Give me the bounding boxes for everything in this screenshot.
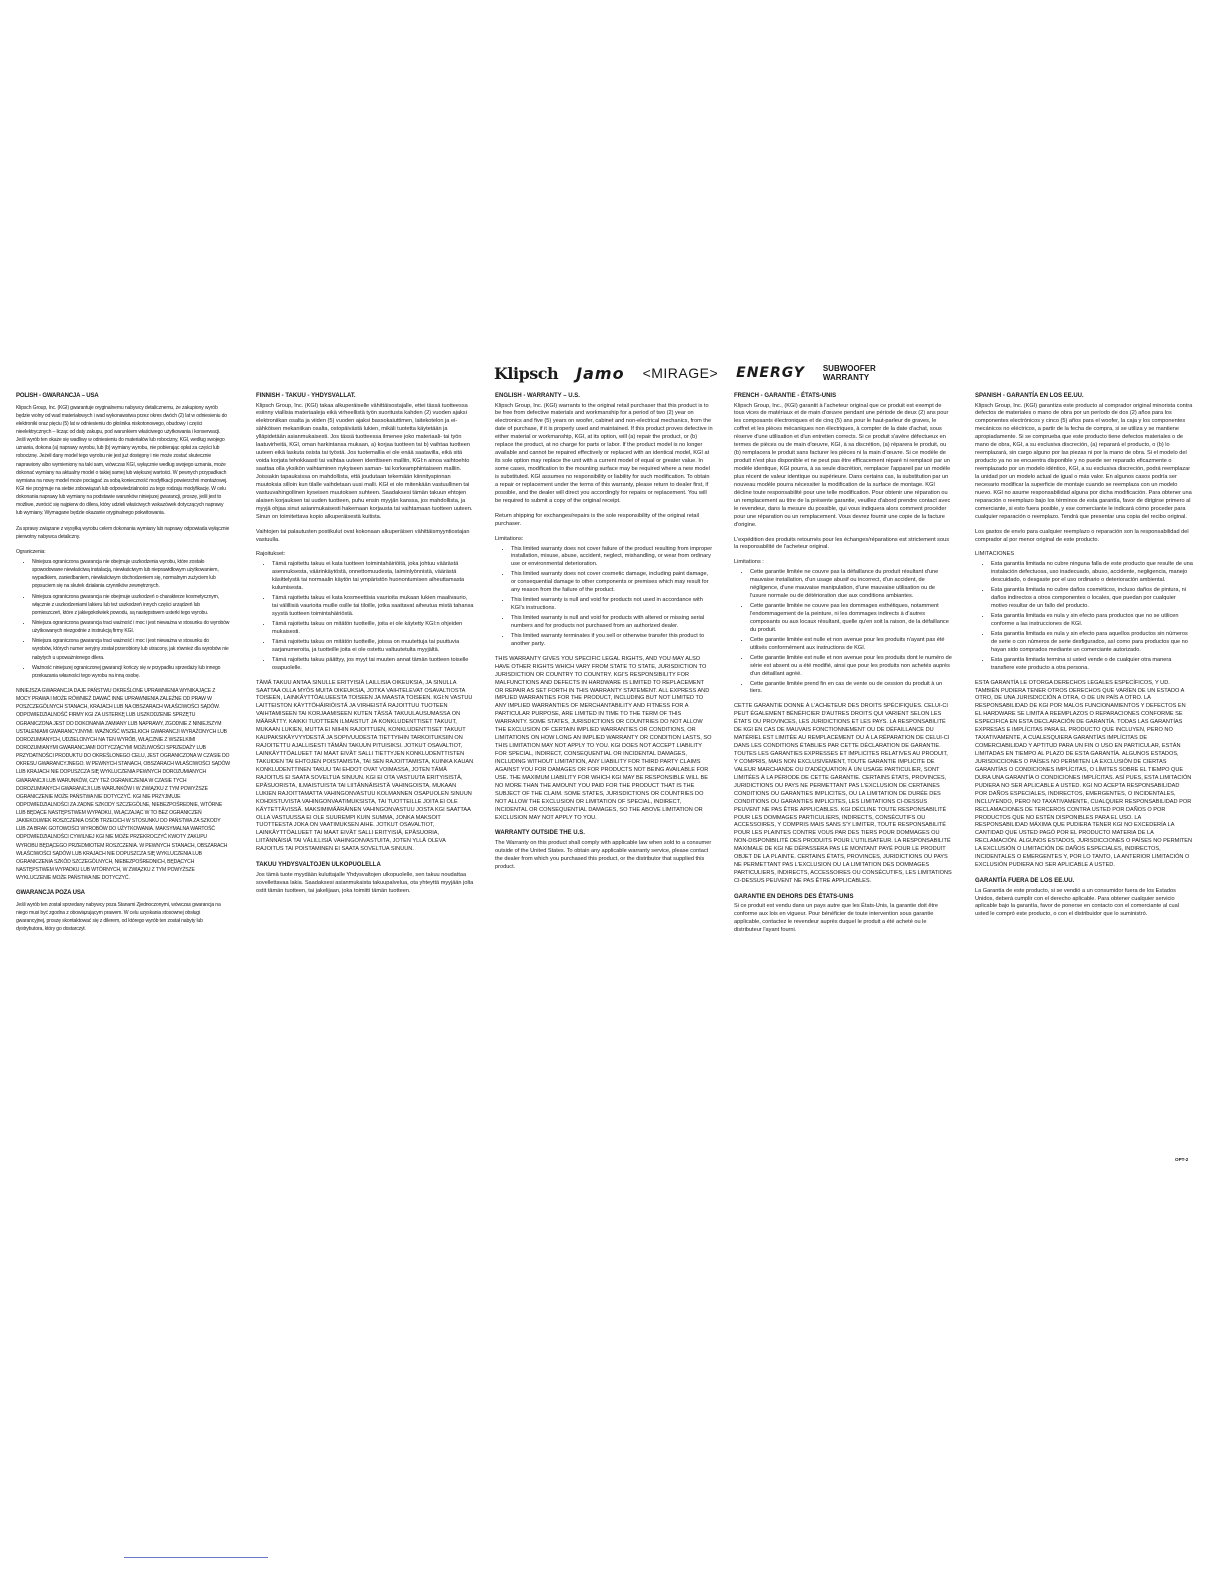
english-warranty-text: Klipsch Group, Inc. (KGI) warrants to the original retail purchaser that this product is to be free from defective materials and workmanship for a period of two (2) year on electronics and five (5) years on woofer, cabinet and non-electrical mechanics, from the date of purchase, if it is properly used and maintained. If this product proves defective in either material or workmanship, KGI, at its option, will (a) repair the product, or (b) replace the product, at no charge for parts or labor. If the product model is no longer available and cannot be repaired effectively or replaced with an identical model, KGI at its sole option may replace the unit with a current model of equal or greater value. In some cases, modification to the mounting surface may be required where a new model is substituted. KGI assumes no responsibility or liability for such modification. To obtain a repair or replacement under the terms of this warranty, please return to dealer first, if possible, and the dealer will direct you accordingly for repairs or replacement. You will be required to submit a copy of the original receipt. (495, 402, 713, 504)
divider (124, 1557, 268, 1558)
list-item: • Tämä rajoitettu takuu päättyy, jos myyt tai muuten annat tämän tuotteen toiselle osapuolelle. (272, 657, 474, 673)
polish-heading: POLISH - GWARANCJA – USA (16, 393, 99, 399)
english-heading: ENGLISH - WARRANTY – U.S. (495, 393, 580, 399)
english-subheading: WARRANTY OUTSIDE THE U.S. (495, 830, 585, 837)
french-limits-label: Limitations : (734, 559, 764, 566)
finnish-limits-label: Rajoitukset: (256, 551, 286, 558)
polish-outside-text: Jeśli wyrób ten został sprzedany nabywcy poza Stanami Zjednoczonymi, wówczas gwarancja na niego musi być zgodna z obowiązującym prawem. W celu uzyskania stosownej obsługi gwarancyjnej, proszę skontaktować się z dilerem, od którego wyrób ten został nabyty lub dystrybutora, który go dostarczył. (16, 901, 221, 933)
jamo-logo: Jamo (576, 363, 625, 383)
spanish-limits-list (975, 561, 1193, 672)
list-item: • Esta garantía limitada es nula y sin efecto para aquellos productos sin números de serie o con números de serie desfigurados, así como para productos que no hayan sido comprados mediante un comerciante autorizado. (991, 631, 1193, 655)
english-outside-text: The Warranty on this product shall comply with applicable law when sold to a consumer outside of the United States. To obtain any applicable warranty service, please contact the dealer from which you purchased this product, or the distributor that supplied this product. (495, 839, 712, 870)
polish-limits-label: Ograniczenia: (16, 548, 46, 555)
list-item: • Niniejsza ograniczona gwarancja traci ważność i moc i jest nieważna w stosunku do wyrobów użytkowanych niezgodnie z instrukcją firmy KGI. (32, 619, 230, 635)
finnish-heading: FINNISH - TAKUU - YHDYSVALLAT. (256, 393, 356, 399)
spanish-column (975, 392, 1193, 926)
english-column (495, 392, 713, 879)
list-item: • Tämä rajoitettu takuu ei kata kosmeettisia vaurioita mukaan lukien maalivaurio, tai välillisiä vaurioita muille osille tai tiloille, jotka saattavat aiheutua mistä tahansa syystä tuotteen toimintahäiriöstä. (272, 595, 474, 619)
english-shipping-text: Return shipping for exchanges/repairs is the sole responsibility of the original retail purchaser. (495, 512, 699, 527)
polish-column (16, 392, 230, 940)
list-item: • Esta garantía limitada termina si usted vende o de cualquier otra manera transfiere este producto a otra persona. (991, 657, 1193, 673)
french-outside-text: Si ce produit est vendu dans un pays autre que les États-Unis, la garantie doit être conforme aux lois en vigueur. Pour bénéficier de toute intervention sous garantie applicable, contactez le revendeur auprès duquel le produit a été acheté ou le distributeur l'ayant fourni. (734, 903, 938, 934)
finnish-column (256, 392, 474, 903)
list-item: • Niniejsza ograniczona gwarancja nie obejmuje uszkodzenia wyrobu, które zostało spowodowane niewłaściwą instalacją, niewłaściwym lub nieprawidłowym użytkowaniem, wypadkiem, zaniedbaniem, niewłaściwym obchodzeniem się, normalnym zużyciem lub popsuciem się na skutek działania czynników zewnętrznych. (32, 558, 230, 591)
finnish-subheading: TAKUU YHDYSVALTOJEN ULKOPUOLELLA (256, 862, 381, 869)
list-item: • This limited warranty is null and void for products not used in accordance with KGI's instructions. (511, 597, 713, 613)
french-limits-list (734, 569, 952, 696)
french-column (734, 392, 952, 942)
document-title: SUBWOOFER WARRANTY (822, 364, 876, 382)
list-item: • Niniejsza ograniczona gwarancja traci ważność i moc i jest nieważna w stosunku do wyrobów, których numer seryjny został przerobiony lub utracony, jak również dla wyrobów nie nabytych u upoważnionego dilera. (32, 637, 230, 661)
list-item: • This limited warranty does not cover cosmetic damage, including paint damage, or consequential damage to other components or premises which may result for any reason from the failure of the product. (511, 571, 713, 595)
english-limits-label: Limitations: (495, 535, 524, 542)
energy-logo: ENERGY (736, 365, 805, 381)
list-item: • Tämä rajoitettu takuu ei kata tuotteen toimintahäiriöitä, joka johtuu väärästä asennuksesta, väärinkäytöstä, onnettomuudesta, laiminlyönnistä, väärästä käsittelystä tai normaalin käytön tai ympäristön huonontumisen aiheuttamasta kulumisesta. (272, 561, 474, 593)
mirage-logo: <MIRAGE> (642, 365, 719, 381)
list-item: • Ważność niniejszej ograniczonej gwarancji kończy się w przypadku sprzedaży lub innego przekazania własności tego wyrobu na inną osobę. (32, 664, 230, 680)
finnish-limits-list (256, 561, 474, 672)
french-subheading: GARANTIE EN DEHORS DES ÉTATS-UNIS (734, 893, 854, 900)
french-legal-text: CETTE GARANTIE DONNE À L'ACHETEUR DES DROITS SPÉCIFIQUES. CELUI-CI PEUT ÉGALEMENT BÉNÉFICIER D'AUTRES DROITS QUI VARIENT SELON LES ÉTATS OU PROVINCES, LES JURIDICTIONS ET LES PAYS. LA RESPONSABILITÉ DE KGI EN CAS DE MAUVAIS FONCTIONNEMENT OU DE DÉFAILLANCE DU MATÉRIEL EST LIMITÉE AU REMPLACEMENT OU À LA RÉPARATION DE CELUI-CI DANS LES CONDITIONS ÉTABLIES PAR CETTE DÉCLARATION DE GARANTIE. TOUTES LES GARANTIES EXPRESSES ET IMPLICITES RELATIVES AU PRODUIT, Y COMPRIS, MAIS NON EXCLUSIVEMENT, TOUTE GARANTIE IMPLICITE DE VALEUR MARCHANDE OU D'ADÉQUATION À UN USAGE PARTICULIER, SONT LIMITÉES À LA PÉRIODE DE CETTE GARANTIE. CERTAINS ÉTATS, PROVINCES, JURIDICTIONS OU PAYS NE PERMETTANT PAS L'EXCLUSION DE CERTAINES CONDITIONS OU GARANTIES IMPLICITES, OU LA LIMITATION DE DURÉE DES CONDITIONS OU GARANTIES IMPLICITES, LES LIMITATIONS CI-DESSUS PEUVENT NE PAS ÊTRE APPLICABLES. KGI DÉCLINE TOUTE RESPONSABILITÉ POUR LES DOMMAGES PARTICULIERS, INDIRECTS, CONSÉCUTIFS OU ACCESSOIRES, Y COMPRIS MAIS SANS S'Y LIMITER, TOUTE RESPONSABILITÉ POUR LES PLAINTES CONTRE VOUS PAR DES TIERS POUR DOMMAGES OU NON-DISPONIBILITÉ DES PRODUITS POUR L'UTILISATEUR. LA RESPONSABILITÉ MAXIMALE DE KGI NE DÉPASSERA PAS LE MONTANT PAYÉ POUR LE PRODUIT OBJET DE LA PLAINTE. CERTAINS ÉTATS, PROVINCES, JURIDICTIONS OU PAYS NE PERMETTANT PAS L'EXCLUSION OU LA LIMITATION DES DOMMAGES PARTICULIERS, INDIRECTS, ACCESSOIRES OU CONSÉCUTIFS, LES LIMITATIONS CI-DESSUS PEUVENT NE PAS ÊTRE APPLICABLES. (734, 703, 952, 885)
finnish-outside-text: Jos tämä tuote myydään kuluttajalle Yhdysvaltojen ulkopuolelle, sen takuu noudattaa sovellettavaa lakia. Saadaksesi asianmukaista takuupalvelua, ota yhteyttä myyjään jolta ostit tämän tuotteen, tai jakelijaan, joka toimitti tämän tuotteen. (256, 871, 474, 894)
polish-limits-list (16, 558, 230, 680)
english-limits-list (495, 546, 713, 649)
polish-warranty-text: Klipsch Group, Inc. (KGI) gwarantuje oryginalnemu nabywcy detalicznemu, że zakupiony wyrób będzie wolny od wad materiałowych i wad wykonawstwa przez okres dwóch (2) lat w odniesieniu do elektroniki oraz pięciu (5) lat w odniesieniu do głośnika niskotonowego, obudowy i części nieelektrycznych – licząc od daty zakupu, pod warunkiem właściwego użytkowania i konserwacji. Jeśli wyrób ten okaże się wadliwy w odniesieniu do materiałów lub robocizny, KGI, według swojego uznania, dokona (a) naprawy wyrobu, lub (b) wymiany wyrobu, nie pobierając opłat za części lub robociznę. Jeżeli dany model tego wyrobu nie jest już dostępny i nie może zostać skutecznie naprawiony albo wymieniony na taki sam, wówczas KGI, wyłącznie według swojego uznania, może dokonać wymiany na aktualny model o takiej samej lub większej wartości. W pewnych przypadkach wymiana na nowy model może pociągać za sobą konieczność modyfikacji powierzchni montażowej. KGI nie przyjmuje na siebie zobowiązań lub odpowiedzialności za tego rodzaju modyfikację. W celu dokonania naprawy lub wymiany na podstawie warunków niniejszej gwarancji, proszę, jeśli jest to możliwe, zwrócić się najpierw do dilera, który udzieli właściwych wskazówek dotyczących naprawy lub wymiany. Wymagane będzie okazanie oryginalnego pokwitowania. (16, 404, 228, 517)
finnish-warranty-text: Klipsch Group, Inc. (KGI) takaa alkuperäiselle vähittäisostajalle, ettei tässä tuotteessa esiinny viallisia materiaaleja eikä virheellistä työn suoritusta kahden (2) vuoden ajaksi elektroniikan osalta ja viiden (5) vuoden ajaksi bassokaiuttimen, laitekotelon ja ei-sähköisen mekaniikan osalta, ostopäivästä lukien, mikäli tuotetta käytetään ja ylläpidetään asianmukaisesti. Jos tässä tuotteessa ilmenee joko materiaali- tai työn laatuvirheitä, KGI, oman harkintansa mukaan, a) korjaa tuotteen tai b) vaihtaa tuotteen uuteen eikä laskuta osista tai työstä. Jos tuotemallia ei ole enää saatavilla, eikä sitä voida korjata tehokkaasti tai vaihtaa uuteen identtiseen malliin, KGI:n ainoa vaihtoehto saattaa olla yksikön vaihtaminen nykyiseen saman- tai korkeamphintaiseen malliin. Joissakin tapauksissa on mahdollista, että joudutaan tekemään kiinnityspinnan muutoksia silloin kun tilalle vaihdetaan uusi malli. KGI ei ole mitenkään vastuullinen tai vastuuvahingollinen kyseisen muutoksen suhteen. Saadaksesi tämän takuun ehtojen alaisen korjauksen tai uuden tuotteen, puhu ensin myyjän kanssa, jos mahdollista, ja myyjä ohjaa sinut asianmukaisesti hakemaan korjausta tai vaihtamaan tuotteen uuteen. Sinun on toimitettava kopio alkuperäisestä kuitista. (256, 402, 473, 520)
finnish-legal-text: TÄMÄ TAKUU ANTAA SINULLE ERITYISIÄ LAILLISIA OIKEUKSIA, JA SINULLA SAATTAA OLLA MYÖS MUITA OIKEUKSIA, JOTKA VAIHTELEVAT OSAVALTIOSTA TOISEEN, LAINKÄYTTÖALUEESTA TOISEEN JA MAASTA TOISEEN. KGI:N VASTUU LAITTEISTON KÄYTTÖHÄIRIÖISTÄ JA VIRHEISTÄ RAJOITTUU TUOTEEN VAIHTAMISEEN TAI KORJAAMISEEN KUTEN TÄSSÄ TAKUULAUSUMASSA ON MÄÄRÄTTY. KAIKKI TUOTTEEN ILMAISTUT JA KONKLUDENTTISET TAKUUT, MUKAAN LUKIEN, MUTTA EI NIIHIN RAJOITTUEN, KONKLUDENTTISET TAKUUT KAUPAKSIKÄYVYYDESTÄ JA SOPIVUUDESTA TIETTYIHIN TARKOITUKSIIN ON RAJOITETTU AJALLISESTI TÄMÄN TAKUUN PITUISIKSI. JOTKUT OSAVALTIOT, LAINKÄYTTÖALUEET TAI MAAT EIVÄT SALLI TIETTYJEN KONKLUDENTTISTEN TAKUIDEN TAI EHTOJEN POISTAMISTA, TAI SEN RAJOITTAMISTA, KUINKA KAUAN KONKLUDENTTINEN TAKUU TAI EHDOT OVAT VOIMASSA, JOTEN TÄMÄ RAJOITUS EI SAATA SOVELTUA SINUUN. KGI EI OTA VASTUUTA ERITYISISTÄ, EPÄSUORISTA, ILMAISTUISTA TAI LIITÄNNÄISISTÄ VAHINGOISTA, MUKAAN LUKIEN RAJOITTAMATTA VAHINGONVASTUU KOLMANNEN OSAPUOLEN SINUUN KOHDISTUVISTA VAHINGONVAATIMUKSISTA, TAI TUOTTEILLE JOITA EI OLE KÄYTETTÄVISSÄ. MAKSIMIMÄÄRÄINEN VAHINGONVASTUU JOSTA KGI SAATTAA OLLA VASTUUSSA EI OLE SUUREMPI KUIN SUMMA, JONKA MAKSOIT TUOTTEESTA JOKA ON VAATIMUKSEN AIHE. JOTKUT OSAVALTIOT, LAINKÄYTTÖALUEET TAI MAAT EIVÄT SALLI ERITYISIÄ, EPÄSUORIA, LIITÄNNÄISIÄ TAI VÄLILLISIÄ VAHINGONVASTUITA, JOTEN YLLÄ OLEVA RAJOITUS TAI POISTAMINEN EI SAATA SOVELTUA SINUUN. (256, 679, 474, 853)
polish-legal-text: NINIEJSZA GWARANCJA DAJE PAŃSTWU OKREŚLONE UPRAWNIENIA WYNIKAJĄCE Z MOCY PRAWA I MOŻE RÓWNIEŻ DAWAĆ INNE UPRAWNIENIA ZALEŻNE OD PRAW W POSZCZEGÓLNYCH STANACH, KRAJACH LUB NA OBSZARACH WŁAŚCIWOŚCI SĄDÓW. ODPOWIEDZIALNOŚĆ FIRMY KGI ZA USTERKĘ LUB USZKODZENIE SPRZĘTU OGRANICZONA JEST DO DOKONANIA ZAMIANY LUB NAPRAWY, ZGODNIE Z NINIEJSZYM USTALENIAMI GWARANCYJNYMI. WAŻNOŚĆ WSZELKICH GWARANCJI WYRAŻONYCH LUB DOROZUMIANYCH, UDZIELONYCH NA TEN WYRÓB, WŁĄCZNIE Z WSZELKIMI DOROZUMIANYMI GWARANCJAMI DOTYCZĄCYMI MOŻLIWOŚCI SPRZEDAŻY LUB PRZYDATNOŚCI PRODUKTU DO OKREŚLONEGO CELU, JEST OGRANICZONA W CZASIE DO OKRESU GWARANCYJNEGO. W PEWNYCH STANACH, OBSZARACH WŁAŚCIWOŚCI SĄDÓW LUB KRAJACH NIE DOPUSZCZA SIĘ WYKLUCZENIA PEWNYCH DOROZUMIANYCH GWARANCJI LUB WARUNKÓW, CZY TEŻ OGRANICZENIA W CZASIE TYCH DOROZUMIANYCH GWARANCJI LUB WARUNKÓW I W ZWIĄZKU Z TYM POWYŻSZE OGRANICZENIE MOŻE PAŃSTWA NIE DOTYCZYĆ. KGI NIE PRZYJMUJE ODPOWIEDZIALNOŚCI ZA ZADNE SZKODY SZCZEGÓLNE, NIEBEZPOŚREDNIE, WTÓRNE LUB BĘDĄCE NASTĘPSTWEM WYPADKU, WŁĄCZAJĄC W TO BEZ OGRANICZEŃ JAKIEKOLWIEK ROSZCZENIA OSÓB TRZECICH W STOSUNKU DO PAŃSTWA ZA SZKODY LUB ZA BRAK GOTOWOŚCI WYROBÓW DO UŻYTKOWANIA. MAKSYMALNA WARTOŚĆ ODPOWIEDZIALNOŚCI CYWILNEJ KGI NIE MOŻE PRZEKROCZYĆ KWOTY ZAKUPU WYROBU BĘDĄCEGO PRZEDMIOTEM ROSZCZENIA. W PEWNYCH STANACH, OBSZARACH WŁAŚCIWOŚCI SĄDÓW LUB KRAJACH NIE DOPUSZCZA SIĘ WYKLUCZENIA LUB OGRANICZENIA SZKÓD SZCZEGÓLNYCH, NIEBEZPOŚREDNICH, BĘDĄCYCH NASTĘPSTWEM WYPADKU LUB WTÓRNYCH, W ZWIĄZKU Z TYM POWYŻSZE WYKLUCZENIE MOŻE PAŃSTWA NIE DOTYCZYĆ. (16, 687, 230, 882)
document-code: OPT-2 (1175, 1157, 1189, 1162)
spanish-legal-text: ESTA GARANTÍA LE OTORGA DERECHOS LEGALES ESPECÍFICOS, Y UD. TAMBIÉN PUDIERA TENER OTROS DERECHOS QUE VARÍEN DE UN ESTADO A OTRO, DE UNA JURISDICCIÓN A OTRA, O DE UN PAÍS A OTRO. LA RESPONSABILIDAD DE KGI POR MALOS FUNCIONAMIENTOS Y DEFECTOS EN EL HARDWARE SE LIMITA A REEMPLAZOS O REPARACIONES CONFORME SE ESPECIFICA EN ESTA DECLARACIÓN DE GARANTÍA. TODAS LAS GARANTÍAS EXPRESAS E IMPLÍCITAS PARA EL PRODUCTO QUE INCLUYEN, PERO NO TAXATIVAMENTE, A CUALESQUIERA GARANTÍAS IMPLÍCITAS DE COMERCIABILIDAD Y APTITUD PARA UN FIN O USO EN PARTICULAR, ESTÁN LIMITADAS EN TIEMPO AL PLAZO DE ESTA GARANTÍA. ALGUNOS ESTADOS, JURISDICCIONES O PAÍSES NO PERMITEN LA EXCLUSIÓN DE CIERTAS GARANTÍAS O CONDICIONES IMPLÍCITAS, O LÍMITES SOBRE EL TIEMPO QUE DURA UNA GARANTÍA O CONDICIONES IMPLÍCITAS. ASÍ PUES, ESTA LIMITACIÓN PUDIERA NO SER APLICABLE A USTED. KGI NO ACEPTA RESPONSABILIDAD POR DAÑOS ESPECIALES, INDIRECTOS, EMERGENTES, O INCIDENTALES, INCLUYENDO, PERO NO TAXATIVAMENTE, CUALQUIER RESPONSABILIDAD POR RECLAMACIONES DE TERCEROS CONTRA USTED POR DAÑOS O POR PRODUCTOS QUE NO ESTÉN DISPONIBLES PARA EL USO. LA RESPONSABILIDAD MÁXIMA QUE PUDIERA TENER KGI NO EXCEDERÍA LA CANTIDAD QUE USTED PAGÓ POR EL PRODUCTO MATERIA DE LA RECLAMACIÓN. ALGUNOS ESTADOS, JURISDICCIONES O PAÍSES NO PERMITEN LA EXCLUSIÓN O LIMITACIÓN DE DAÑOS ESPECIALES, INDIRECTOS, INCIDENTALES O EMERGENTES Y, POR LO TANTO, LA ANTERIOR LIMITACIÓN O EXCLUSIÓN PUDIERA NO SER APLICABLE A USTED. (975, 679, 1193, 869)
list-item: • This limited warranty does not cover failure of the product resulting from improper installation, misuse, abuse, accident, neglect, mishandling, or wear from ordinary use or environmental deterioration. (511, 546, 713, 570)
polish-shipping-text: Za sprawy związane z wysyłką wyrobu celem dokonania wymiany lub naprawy odpowiada wyłącznie pierwotny nabywca detaliczny. (16, 525, 230, 540)
list-item: • Niniejsza ograniczona gwarancja nie obejmuje uszkodzeń o charakterze kosmetycznym, włącznie z uszkodzeniami lakieru lub też uszkodzeń innych części urządzeń lub pomieszczeń, które z jakiegokolwiek powodu, są następstwem usterki tego wyrobu. (32, 593, 230, 617)
french-warranty-text: Klipsch Group, Inc., (KGI) garantit à l'acheteur original que ce produit est exempt de tous vices de matériaux et de main d'œuvre pendant une période de deux (2) ans pour les composants électroniques et de cinq (5) ans pour le haut-parleur de graves, le coffret et les pièces mécaniques non électriques, à compter de la date d'achat, sous réserve d'une utilisation et d'un entretien corrects. Si ce produit s'avère défectueux en termes de pièces ou de main d'œuvre, KGI, à sa discrétion, (a) réparera le produit, ou (b) remplacera le produit sans facturer les pièces ni la main d'œuvre. Si ce modèle de produit n'est plus disponible et ne peut pas être efficacement réparé ni remplacé par un modèle identique, KGI pourra, à sa seule discrétion, remplacer l'appareil par un modèle plus récent de valeur identique ou supérieure. Dans certains cas, la substitution par un nouveau modèle pourra nécessiter la modification de la surface de montage. KGI décline toute responsabilité pour une telle modification. Pour obtenir une réparation ou un remplacement au titre de la présente garantie, veuillez d'abord prendre contact avec le revendeur, dans la mesure du possible, qui vous indiquera alors comment procéder pour une réparation ou un remplacement. Vous devrez fournir une copie de la facture d'origine. (734, 402, 951, 528)
list-item: • This limited warranty terminates if you sell or otherwise transfer this product to another party. (511, 633, 713, 649)
list-item: • Esta garantía limitada no cubre ninguna falla de este producto que resulte de una instalación defectuosa, uso inadecuado, abuso, accidente, negligencia, manejo descuidado, o desgaste por el uso ordinario o deterioración ambiental. (991, 561, 1193, 585)
list-item: • Cette garantie limitée est nulle et non avenue pour les produits n'ayant pas été utilisés conformément aux instructions de KGI. (750, 637, 952, 653)
french-shipping-text: L'expédition des produits retournés pour les échanges/réparations est strictement sous la responsabilité de l'acheteur original. (734, 536, 949, 551)
list-item: • Cette garantie limitée ne couvre pas les dommages esthétiques, notamment l'endommagement de la peinture, ni les dommages indirects à d'autres composants ou aux locaux résultant, quelle qu'en soit la raison, de la défaillance du produit. (750, 603, 952, 635)
list-item: • Cette garantie limitée prend fin en cas de vente ou de cession du produit à un tiers. (750, 681, 952, 697)
list-item: • Cette garantie limitée ne couvre pas la défaillance du produit résultant d'une mauvaise installation, d'un usage abusif ou incorrect, d'un accident, de négligence, d'une mauvaise manipulation, d'une mauvaise utilisation ou de l'usure normale ou de détérioration due aux conditions ambiantes. (750, 569, 952, 601)
klipsch-logo: Klipsch (494, 363, 559, 383)
spanish-warranty-text: Klipsch Group, Inc. (KGI) garantiza este producto al comprador original minorista contra defectos de materiales o mano de obra por un período de dos (2) años para los componentes electrónicos y cinco (5) años para el woofer, la caja y los componentes mecánicos no eléctricos, a partir de la fecha de compra, si se utiliza y se mantiene apropiadamente. Si se comprueba que este producto tiene defectos materiales o de mano de obra, KGI, a su exclusiva discreción, (a) reparará el producto, o (b) lo reemplazará, sin cargo alguno por las piezas ni por la mano de obra. Si el modelo del producto ya no se encuentra disponible y no puede ser reparado eficazmente o reemplazado por un modelo idéntico, KGI, a su exclusiva discreción, podrá reemplazar la unidad por un modelo actual de igual o más valor. En algunos casos podría ser necesario modificar la superficie de montaje cuando se reemplaza con un modelo nuevo. KGI no asume responsabilidad alguna por dicha modificación. Para obtener una reparación o reemplazo bajo los términos de esta garantía, favor de dirigirse primero al comerciante, si esto fuera posible, y ese comerciante le indicará cómo proceder para cualquier reparación o reemplazo. Tendrá que presentar una copia del recibo original. (975, 402, 1193, 520)
polish-subheading: GWARANCJA POZA USA (16, 890, 85, 897)
spanish-subheading: GARANTÍA FUERA DE LOS EE.UU. (975, 878, 1075, 885)
spanish-limits-label: LIMITACIONES (975, 551, 1015, 558)
spanish-shipping-text: Los gastos de envío para cualquier reemplazo o reparación son la responsabilidad del comprador al por menor original de este producto. (975, 528, 1189, 543)
list-item: • Esta garantía limitada es nula y sin efecto para productos que no se utilicen conforme a las instrucciones de KGI. (991, 613, 1193, 629)
english-legal-text: THIS WARRANTY GIVES YOU SPECIFIC LEGAL RIGHTS, AND YOU MAY ALSO HAVE OTHER RIGHTS WHICH VARY FROM STATE TO STATE, JURISDICTION TO JURISDICTION OR COUNTRY TO COUNTRY. KGI'S RESPONSIBILITY FOR MALFUNCTIONS AND DEFECTS IN HARDWARE IS LIMITED TO REPLACEMENT OR REPAIR AS SET FORTH IN THIS WARRANTY STATEMENT. ALL EXPRESS AND IMPLIED WARRANTIES FOR THE PRODUCT, INCLUDING BUT NOT LIMITED TO ANY IMPLIED WARRANTIES OF MERCHANTABILITY AND FITNESS FOR A PARTICULAR PURPOSE, ARE LIMITED IN TIME TO THE TERM OF THIS WARRANTY. SOME STATES, JURISDICTIONS OR COUNTRIES DO NOT ALLOW THE EXCLUSION OF CERTAIN IMPLIED WARRANTIES OR CONDITIONS, OR LIMITATIONS ON HOW LONG AN IMPLIED WARRANTY OR CONDITION LASTS, SO THIS LIMITATION MAY NOT APPLY TO YOU. KGI DOES NOT ACCEPT LIABILITY FOR SPECIAL, INDIRECT, CONSEQUENTIAL OR INCIDENTAL DAMAGES, INCLUDING WITHOUT LIMITATION, ANY LIABILITY FOR THIRD PARTY CLAIMS AGAINST YOU FOR DAMAGES OR FOR PRODUCTS NOT BEING AVAILABLE FOR USE. THE MAXIMUM LIABILITY FOR WHICH KGI MAY BE RESPONSIBLE WILL BE NO MORE THAN THE AMOUNT YOU PAID FOR THE PRODUCT THAT IS THE SUBJECT OF THE CLAIM. SOME STATES, JURISDICTIONS OR COUNTRIES DO NOT ALLOW THE EXCLUSION OR LIMITATION OF SPECIAL, INDIRECT, INCIDENTAL OR CONSEQUENTIAL DAMAGES, SO THE ABOVE LIMITATION OR EXCLUSION MAY NOT APPLY TO YOU. (495, 655, 712, 821)
list-item: • Esta garantía limitada no cubre daños cosméticos, incluso daños de pintura, ni daños indirectos a otros componentes o locales, que puedan por cualquier motivo resultar de un fallo del producto. (991, 587, 1193, 611)
list-item: • This limited warranty is null and void for products with altered or missing serial numbers and for products not purchased from an authorized dealer. (511, 615, 713, 631)
spanish-heading: SPANISH - GARANTÍA EN LOS EE.UU. (975, 393, 1084, 399)
brand-header (494, 364, 914, 382)
french-heading: FRENCH - GARANTIE - ÉTATS-UNIS (734, 393, 837, 399)
spanish-outside-text: La Garantía de este producto, si se vendió a un consumidor fuera de los Estados Unidos, deberá cumplir con el derecho aplicable. Para obtener cualquier servicio aplicable bajo la garantía, favor de ponerse en contacto con el comerciante al cual usted le compró este producto, o con el distribuidor que lo suministró. (975, 887, 1179, 918)
list-item: • Tämä rajoitettu takuu on mitätön tuotteille, joissa on muutettuja tai puuttuvia sarjanumeroita, ja tuotteille joita ei ole ostettu valtuutetulta myyjältä. (272, 639, 474, 655)
finnish-shipping-text: Vaihtojen tai palautusten postikulut ovat kokonaan alkuperäisen vähittäismyyntiostajan vastuulla. (256, 528, 470, 543)
list-item: • Tämä rajoitettu takuu on mitätön tuotteille, joita ei ole käytetty KGI:n ohjeiden mukaisesti. (272, 621, 474, 637)
list-item: • Cette garantie limitée est nulle et non avenue pour les produits dont le numéro de série est absent ou a été modifié, ainsi que pour les produits non achetés auprès d'un détaillant agréé. (750, 655, 952, 679)
